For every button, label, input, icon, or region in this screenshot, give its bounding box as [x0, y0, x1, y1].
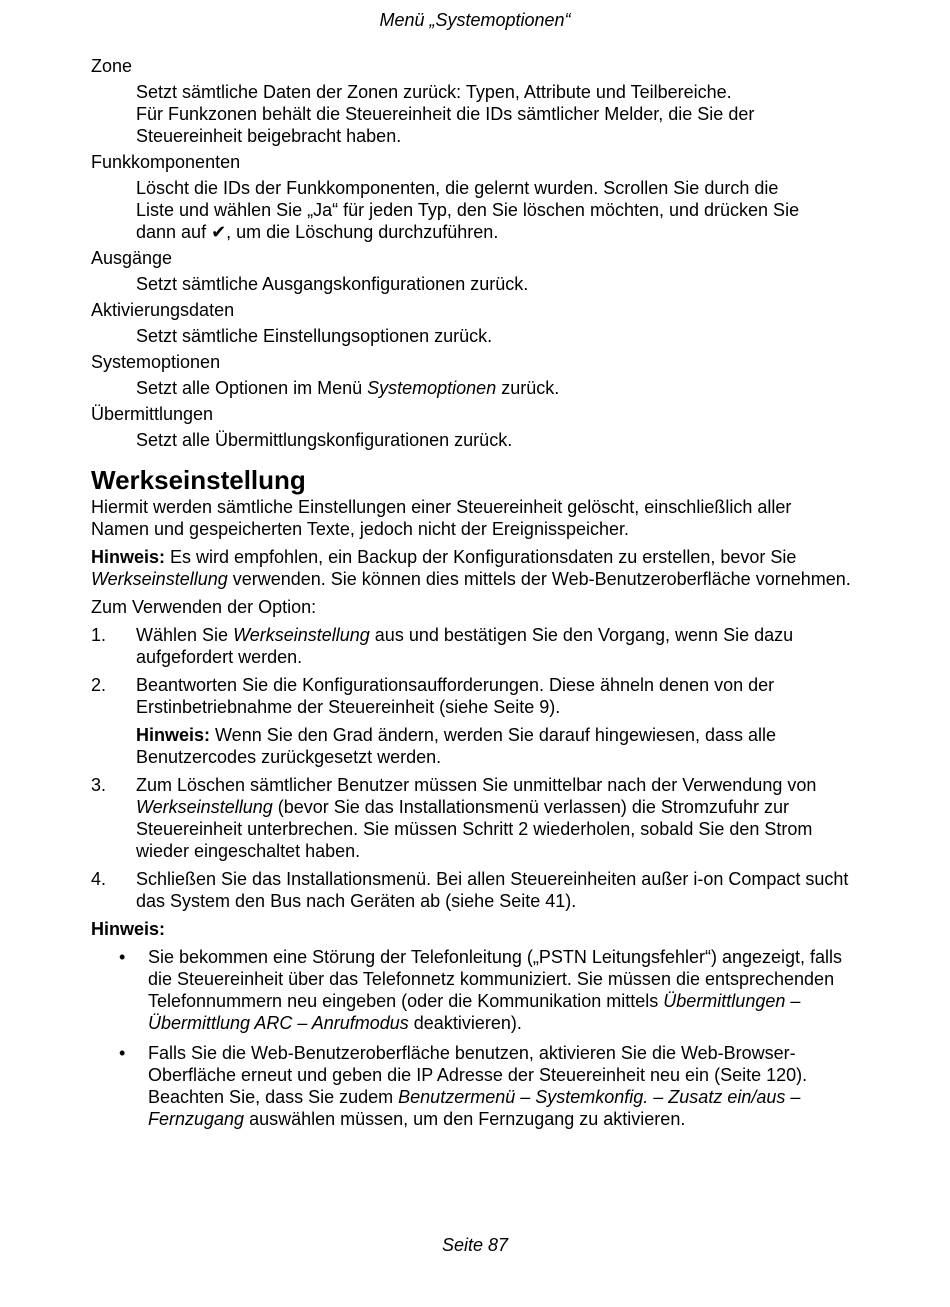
note-paragraph — [91, 546, 861, 590]
step-number: 2. — [91, 675, 107, 695]
text: Setzt alle Optionen im Menü — [136, 378, 368, 398]
section-heading: Werkseinstellung — [91, 465, 306, 495]
definition-line: Löscht die IDs der Funkkomponenten, die gelernt wurden. Scrollen Sie durch die — [136, 178, 779, 198]
definition-funkkomponenten — [91, 151, 861, 243]
steps-list — [91, 624, 861, 912]
text: (bevor Sie das Installationsmenü verlassen) die Stromzufuhr zur Steuereinheit unterbrechen. Sie müssen Schritt 2 wiederholen, sobald Sie den Strom wieder eingeschaltet haben. — [136, 797, 813, 861]
definition: Setzt sämtliche Einstellungsoptionen zurück. — [136, 326, 493, 346]
definition-uebermittlungen — [91, 403, 861, 451]
term: Zone — [91, 56, 133, 76]
step-text: Beantworten Sie die Konfigurationsaufforderungen. Diese ähneln denen von der Erstinbetriebnahme der Steuereinheit (siehe Seite 9). — [136, 675, 775, 717]
text: Hiermit werden sämtliche Einstellungen einer Steuereinheit gelöscht, einschließlich aller — [91, 497, 792, 517]
term: Übermittlungen — [91, 404, 214, 424]
emphasis: Systemoptionen — [367, 378, 497, 398]
definition — [136, 81, 861, 147]
text: Sie bekommen eine Störung der Telefonleitung („PSTN Leitungsfehler“) angezeigt, falls die Steuereinheit über das Telefonnetz kommuniziert. Sie müssen die entsprechenden Telefonnummern neu eingeben (oder die Kommunikation mittels — [148, 947, 843, 1011]
text: zurück. — [496, 378, 560, 398]
page-number: Seite 87 — [441, 1235, 509, 1255]
term: Aktivierungsdaten — [91, 300, 235, 320]
step-note — [136, 724, 861, 768]
bullet-icon: • — [119, 1043, 126, 1063]
note-label-text: Hinweis: — [91, 919, 166, 939]
term: Systemoptionen — [91, 352, 221, 372]
list-item — [91, 624, 861, 668]
text: Zum Löschen sämtlicher Benutzer müssen Sie unmittelbar nach der Verwendung von — [136, 775, 817, 795]
text: Falls Sie die Web-Benutzeroberfläche benutzen, aktivieren Sie die Web-Browser-Oberfläche erneut und geben die IP Adresse der Steuereinheit neu ein (Seite 120). Beachten Sie, dass Sie zudem — [148, 1043, 808, 1107]
definition-line: Steuereinheit beigebracht haben. — [136, 126, 402, 146]
page-header: Menü „Systemoptionen“ — [379, 10, 571, 30]
emphasis: Übermittlungen – Übermittlung ARC – Anrufmodus — [148, 991, 801, 1033]
usage-label: Zum Verwenden der Option: — [91, 597, 317, 617]
text: aus und bestätigen Sie den Vorgang, wenn Sie dazu aufgefordert werden. — [136, 625, 794, 667]
definition-line: dann auf ✔, um die Löschung durchzuführen. — [136, 222, 499, 242]
list-item — [91, 946, 861, 1034]
note-label: Hinweis: — [91, 547, 166, 567]
text: Es wird empfohlen, ein Backup der Konfigurationsdaten zu erstellen, bevor Sie — [165, 547, 797, 567]
definition-line: Liste und wählen Sie „Ja“ für jeden Typ, den Sie löschen möchten, und drücken Sie — [136, 200, 800, 220]
emphasis: Werkseinstellung — [136, 797, 273, 817]
term: Ausgänge — [91, 248, 173, 268]
definition: Setzt sämtliche Ausgangskonfigurationen zurück. — [136, 274, 529, 294]
list-item — [91, 674, 861, 768]
bullet-icon: • — [119, 947, 126, 967]
definition-line: Setzt sämtliche Daten der Zonen zurück: Typen, Attribute und Teilbereiche. — [136, 82, 732, 102]
definition — [136, 377, 861, 399]
step-number: 1. — [91, 625, 107, 645]
list-item — [91, 1042, 861, 1130]
emphasis: Werkseinstellung — [233, 625, 370, 645]
intro-paragraph — [91, 496, 861, 540]
definition-systemoptionen — [91, 351, 861, 399]
note-label — [91, 918, 861, 940]
definition — [136, 177, 861, 243]
step-text: Schließen Sie das Installationsmenü. Bei allen Steuereinheiten außer i-on Compact sucht das System den Bus nach Geräten ab (siehe Seite 41). — [136, 869, 849, 911]
emphasis: Werkseinstellung — [91, 569, 228, 589]
text: Wenn Sie den Grad ändern, werden Sie darauf hingewiesen, dass alle Benutzercodes zurückgesetzt werden. — [136, 725, 777, 767]
step-text — [136, 624, 861, 668]
text: auswählen müssen, um den Fernzugang zu aktivieren. — [244, 1109, 686, 1129]
definition-line: Für Funkzonen behält die Steuereinheit die IDs sämtlicher Melder, die Sie der — [136, 104, 755, 124]
text: Wählen Sie — [136, 625, 234, 645]
text: Namen und gespeicherten Texte, jedoch nicht der Ereignisspeicher. — [91, 519, 629, 539]
list-item — [91, 774, 861, 862]
note-label: Hinweis: — [136, 725, 211, 745]
text: verwenden. Sie können dies mittels der Web-Benutzeroberfläche vornehmen. — [227, 569, 851, 589]
list-item — [91, 868, 861, 912]
term: Funkkomponenten — [91, 152, 241, 172]
document-body — [91, 55, 861, 1138]
text: deaktivieren). — [408, 1013, 522, 1033]
emphasis: Benutzermenü – Systemkonfig. – Zusatz ein/aus – Fernzugang — [148, 1087, 801, 1129]
step-number: 4. — [91, 869, 107, 889]
definition-aktivierungsdaten — [91, 299, 861, 347]
step-number: 3. — [91, 775, 107, 795]
step-text — [136, 774, 861, 862]
definition: Setzt alle Übermittlungskonfigurationen zurück. — [136, 430, 513, 450]
bullet-list — [91, 946, 861, 1130]
definition-zone — [91, 55, 861, 147]
definition-ausgaenge — [91, 247, 861, 295]
